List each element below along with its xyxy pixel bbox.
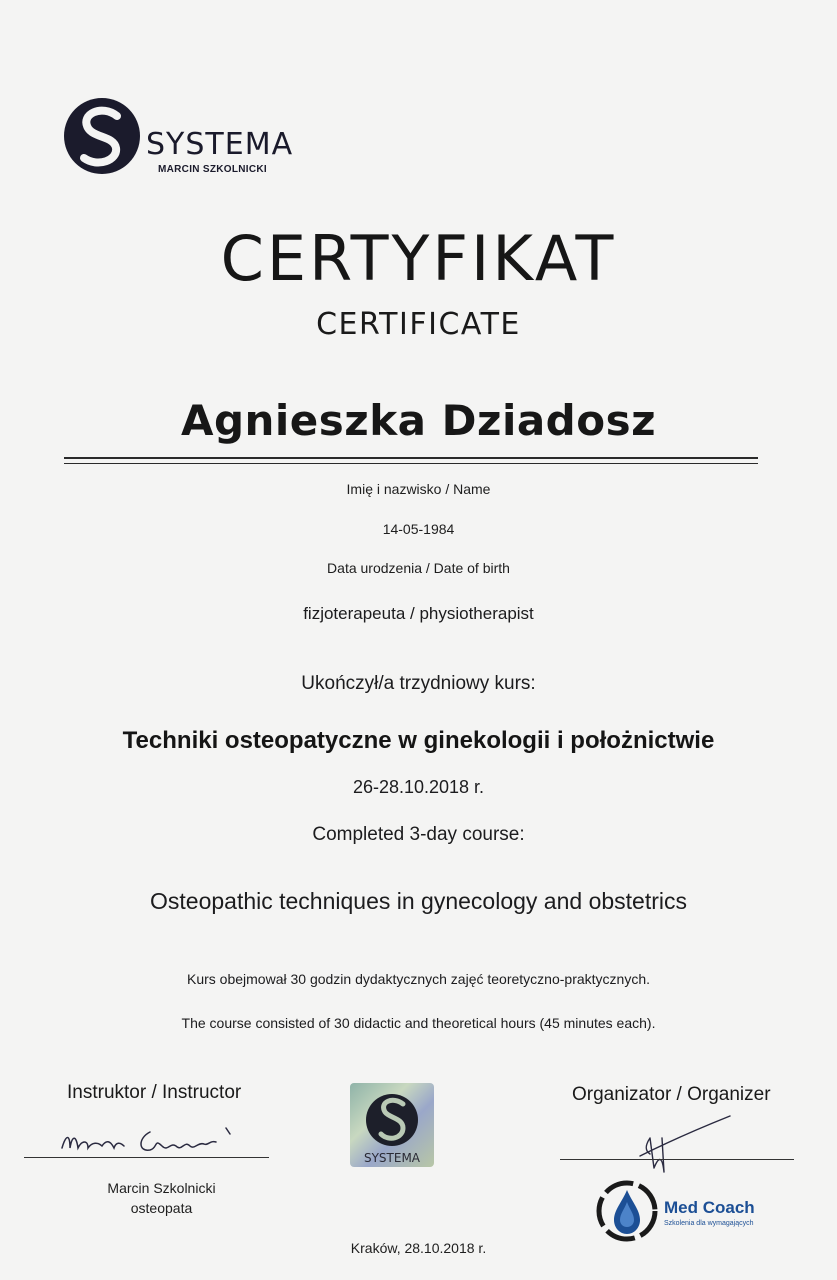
completed-course-pl: Ukończył/a trzydniowy kurs: [301, 673, 536, 694]
name-underline-thin [64, 463, 758, 464]
birth-date: 14-05-1984 [382, 521, 455, 537]
profession: fizjoterapeuta / physiotherapist [303, 604, 534, 623]
organizer-signature-line [560, 1159, 794, 1160]
certificate-subtitle: CERTIFICATE [316, 307, 521, 342]
course-hours-en: The course consisted of 30 didactic and theoretical hours (45 minutes each). [181, 1015, 656, 1031]
medcoach-logo-icon [596, 1180, 658, 1242]
brand-subtitle: MARCIN SZKOLNICKI [158, 164, 267, 175]
course-hours-pl: Kurs obejmował 30 godzin dydaktycznych zajęć teoretyczno-praktycznych. [187, 971, 650, 987]
instructor-label: Instruktor / Instructor [67, 1082, 242, 1103]
name-underline [64, 457, 758, 459]
completed-course-en: Completed 3-day course: [312, 824, 525, 845]
instructor-signature-line [24, 1157, 269, 1158]
medcoach-name: Med Coach [664, 1198, 755, 1217]
medcoach-tagline: Szkolenia dla wymagających [664, 1220, 754, 1227]
systema-logo-icon [62, 96, 142, 176]
organizer-label: Organizator / Organizer [572, 1084, 771, 1105]
course-name-en: Osteopathic techniques in gynecology and obstetrics [150, 888, 687, 914]
instructor-title: osteopata [130, 1200, 193, 1216]
course-name-pl: Techniki osteopatyczne w ginekologii i położnictwie [122, 727, 715, 754]
organizer-signature [620, 1098, 740, 1176]
course-dates: 26-28.10.2018 r. [352, 777, 485, 797]
name-label: Imię i nazwisko / Name [346, 481, 491, 497]
holder-name: Agnieszka Dziadosz [180, 396, 657, 445]
birth-date-label: Data urodzenia / Date of birth [327, 560, 510, 576]
brand-name: SYSTEMA [146, 127, 294, 162]
hologram-seal-icon [349, 1082, 435, 1168]
certificate-title: CERTYFIKAT [220, 222, 617, 295]
hologram-text: SYSTEMA [363, 1151, 421, 1165]
instructor-name: Marcin Szkolnicki [107, 1180, 216, 1196]
place-and-date: Kraków, 28.10.2018 r. [350, 1240, 487, 1256]
